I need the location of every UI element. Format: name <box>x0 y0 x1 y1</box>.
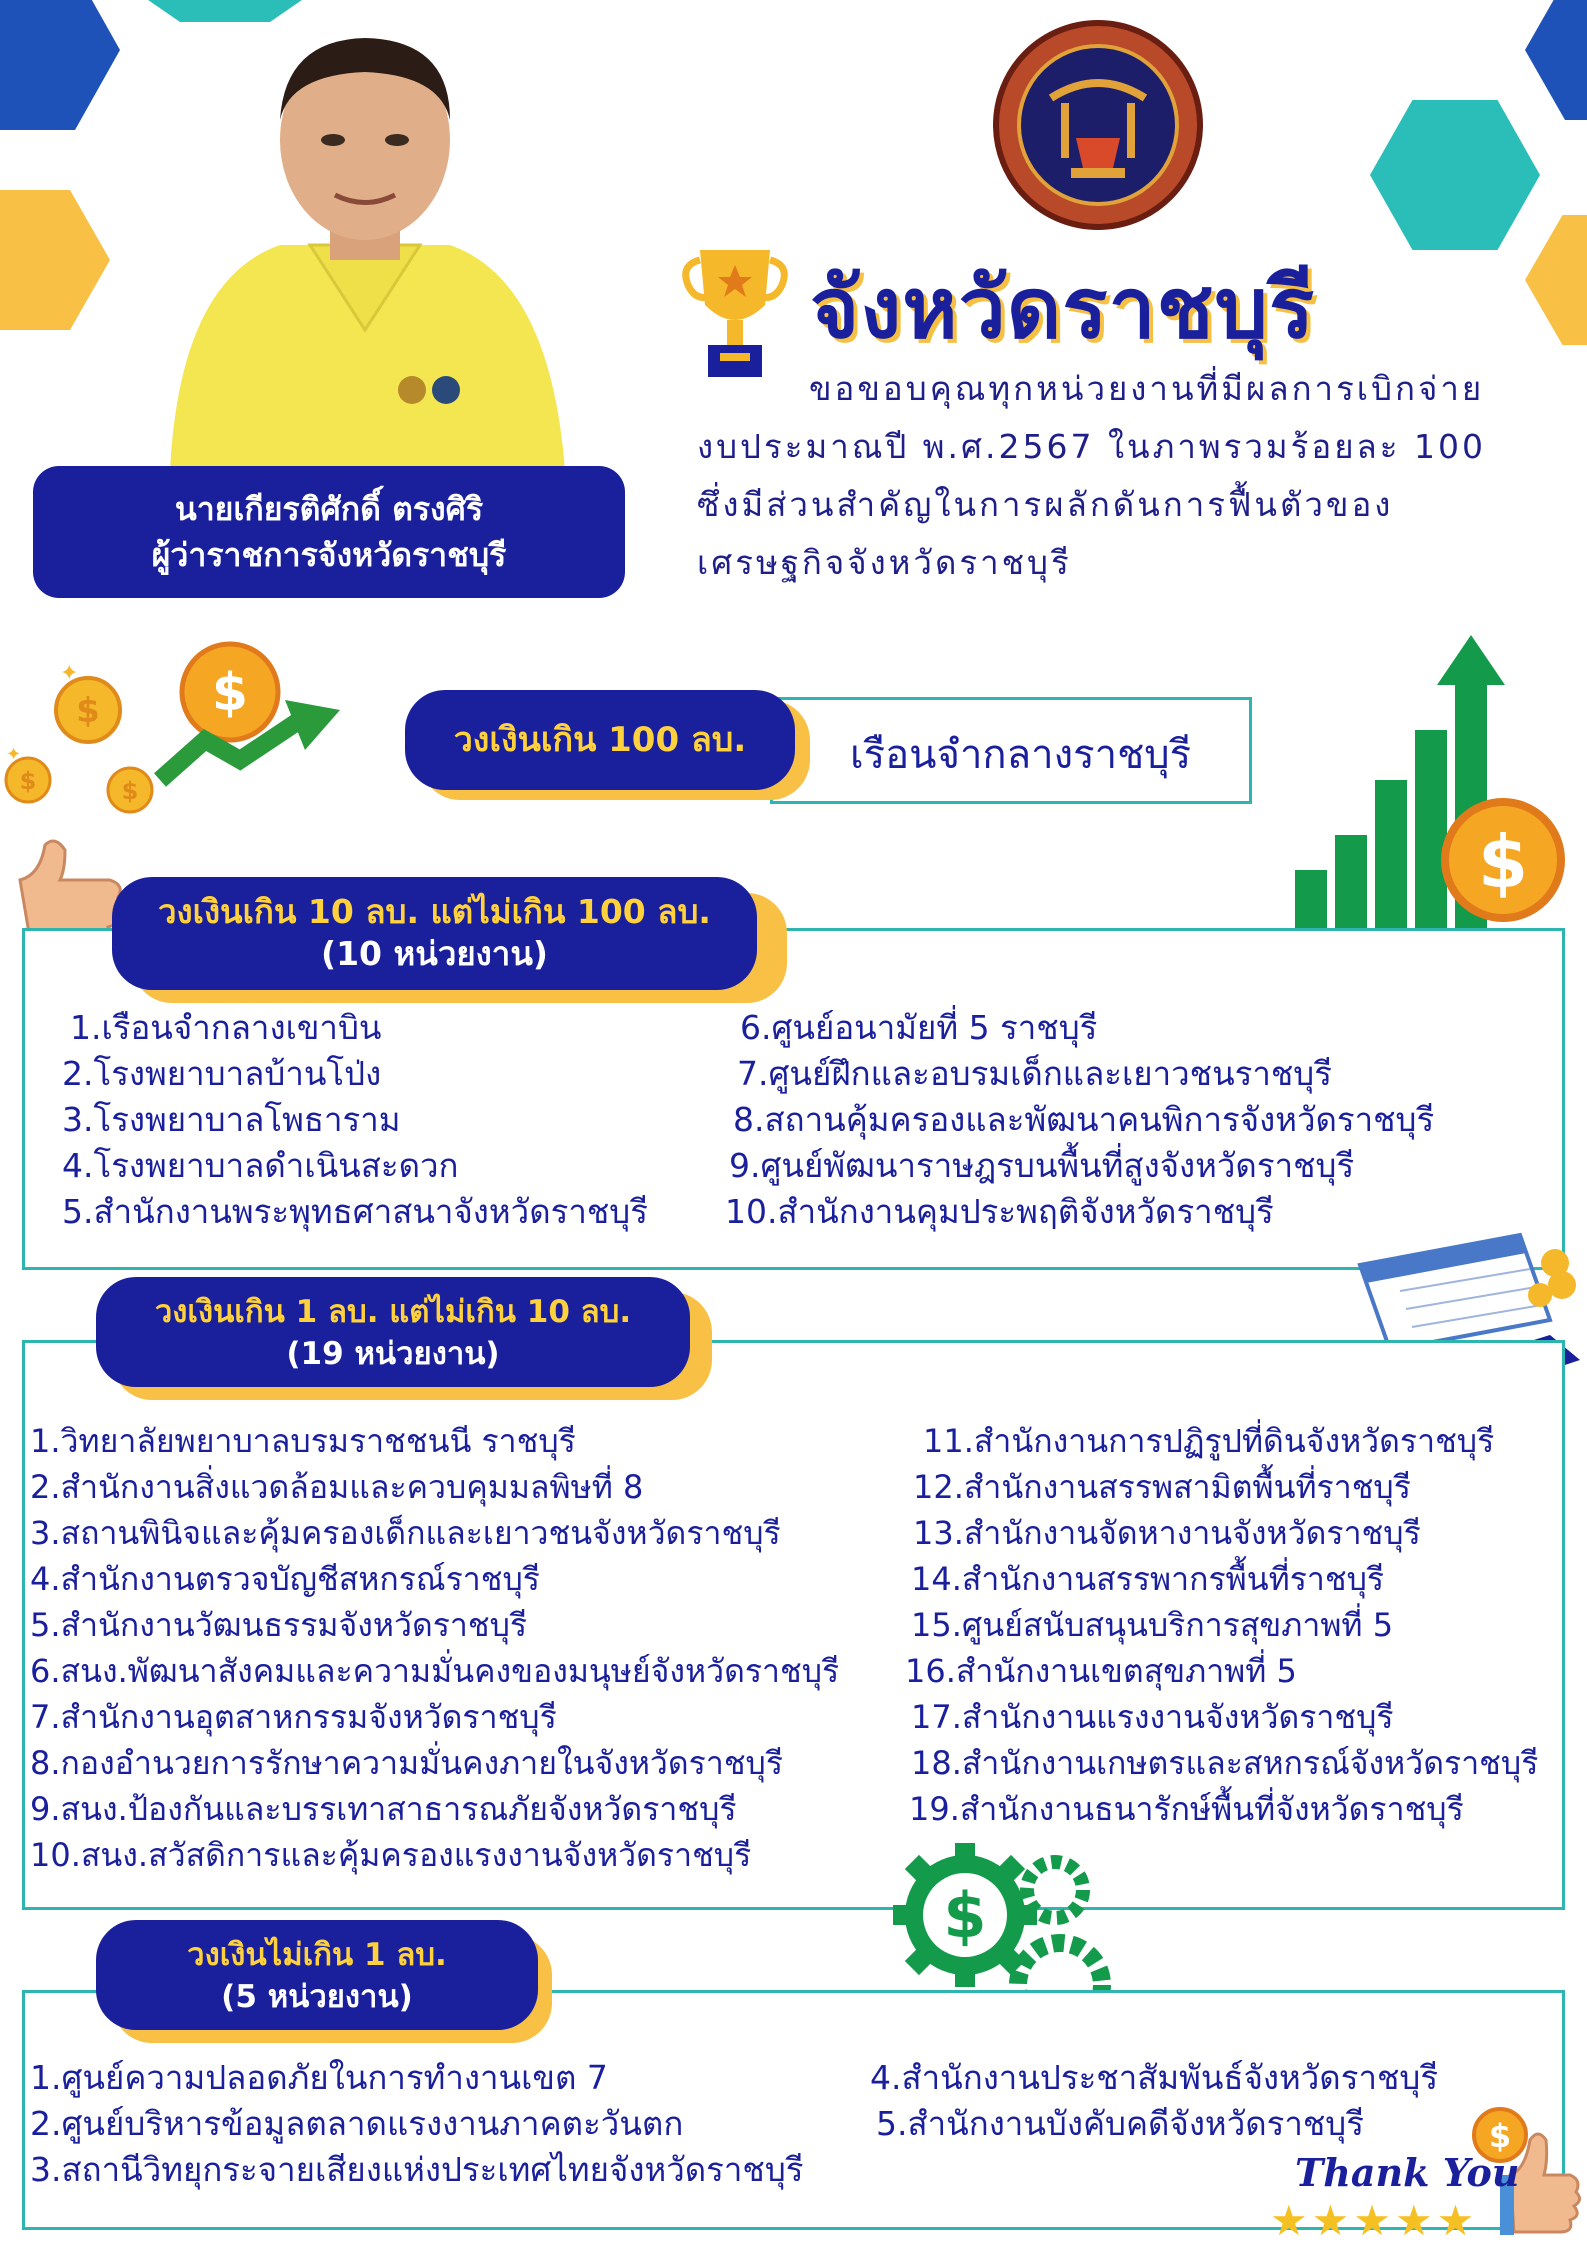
svg-text:$: $ <box>211 663 249 723</box>
hexagon-decoration <box>0 0 120 130</box>
thank-you-text: Thank You <box>1295 2150 1520 2195</box>
star-icon: ★★★★★ <box>1270 2196 1479 2245</box>
list-item: 8.สถานคุ้มครองและพัฒนาคนพิการจังหวัดราชบุรี <box>733 1100 1435 1139</box>
list-item: 4.โรงพยาบาลดำเนินสะดวก <box>62 1146 459 1185</box>
tier-over-100-unit: เรือนจำกลางราชบุรี <box>850 732 1192 778</box>
tier-under-1-count: (5 หน่วยงาน) <box>221 1979 413 2015</box>
governor-name: นายเกียรติศักดิ์ ตรงศิริ <box>174 490 484 528</box>
tier-10-100-list-right <box>725 1005 1434 1235</box>
svg-text:$: $ <box>943 1879 987 1952</box>
list-item: 2.ศูนย์บริหารข้อมูลตลาดแรงงานภาคตะวันตก <box>30 2104 684 2143</box>
hexagon-decoration <box>1525 215 1587 345</box>
list-item: 5.สำนักงานบังคับคดีจังหวัดราชบุรี <box>876 2104 1364 2143</box>
list-item: 3.สถานพินิจและคุ้มครองเด็กและเยาวชนจังหวัดราชบุรี <box>30 1514 781 1552</box>
list-item: 19.สำนักงานธนารักษ์พื้นที่จังหวัดราชบุรี <box>909 1790 1464 1828</box>
governor-photo <box>150 30 580 470</box>
tier-under-1-label-text: วงเงินไม่เกิน 1 ลบ. <box>187 1937 447 1973</box>
list-item: 18.สำนักงานเกษตรและสหกรณ์จังหวัดราชบุรี <box>911 1744 1539 1782</box>
list-item: 11.สำนักงานการปฏิรูปที่ดินจังหวัดราชบุรี <box>923 1422 1495 1460</box>
list-item: 16.สำนักงานเขตสุขภาพที่ 5 <box>905 1652 1297 1690</box>
tier-under-1-list-right <box>870 2055 1438 2147</box>
list-item: 1.ศูนย์ความปลอดภัยในการทำงานเขต 7 <box>30 2058 608 2097</box>
list-item: 10.สนง.สวัสดิการและคุ้มครองแรงงานจังหวัดราชบุรี <box>30 1836 752 1874</box>
coins-arrow-illustration <box>0 640 350 840</box>
hexagon-decoration <box>135 0 315 22</box>
svg-text:$: $ <box>1477 820 1529 904</box>
svg-text:$: $ <box>76 691 100 731</box>
list-item: 4.สำนักงานตรวจบัญชีสหกรณ์ราชบุรี <box>30 1560 540 1598</box>
governor-position: ผู้ว่าราชการจังหวัดราชบุรี <box>151 536 507 574</box>
list-item: 15.ศูนย์สนับสนุนบริการสุขภาพที่ 5 <box>911 1606 1394 1644</box>
tier-10-100-count: (10 หน่วยงาน) <box>321 934 548 973</box>
hexagon-decoration <box>1370 100 1540 250</box>
list-item: 6.ศูนย์อนามัยที่ 5 ราชบุรี <box>740 1008 1098 1047</box>
provincial-seal-icon <box>993 20 1203 230</box>
list-item: 6.สนง.พัฒนาสังคมและความมั่นคงของมนุษย์จังหวัดราชบุรี <box>30 1652 840 1690</box>
list-item: 8.กองอำนวยการรักษาความมั่นคงภายในจังหวัดราชบุรี <box>30 1744 784 1782</box>
svg-text:✦: ✦ <box>60 661 79 686</box>
tier-1-10-list-right <box>905 1418 1538 1832</box>
list-item: 2.สำนักงานสิ่งแวดล้อมและควบคุมมลพิษที่ 8 <box>30 1468 644 1506</box>
list-item: 17.สำนักงานแรงงานจังหวัดราชบุรี <box>911 1698 1394 1736</box>
list-item: 1.เรือนจำกลางเขาบิน <box>70 1008 382 1047</box>
list-item: 7.สำนักงานอุตสาหกรรมจังหวัดราชบุรี <box>30 1698 557 1736</box>
hexagon-decoration <box>0 190 110 330</box>
intro-text <box>697 360 1557 592</box>
list-item: 9.ศูนย์พัฒนาราษฎรบนพื้นที่สูงจังหวัดราชบุรี <box>729 1146 1355 1185</box>
tier-under-1-list-left <box>30 2055 804 2193</box>
tier-1-10-label <box>96 1277 690 1387</box>
tier-over-100-label-text: วงเงินเกิน 100 ลบ. <box>453 720 747 760</box>
tier-10-100-label-text: วงเงินเกิน 10 ลบ. แต่ไม่เกิน 100 ลบ. <box>158 892 711 931</box>
page-title: จังหวัดราชบุรี <box>810 259 1316 357</box>
intro-line: ขอขอบคุณทุกหน่วยงานที่มีผลการเบิกจ่าย <box>809 369 1485 408</box>
list-item: 13.สำนักงานจัดหางานจังหวัดราชบุรี <box>913 1514 1421 1552</box>
svg-text:$: $ <box>19 767 37 795</box>
list-item: 3.สถานีวิทยุกระจายเสียงแห่งประเทศไทยจังหวัดราชบุรี <box>30 2150 804 2189</box>
governor-name-badge <box>33 466 625 598</box>
bar-chart-icon <box>1285 625 1565 930</box>
intro-line: งบประมาณปี พ.ศ.2567 ในภาพรวมร้อยละ 100 <box>697 427 1486 466</box>
svg-text:$: $ <box>1488 2117 1512 2155</box>
tier-under-1-label <box>96 1920 538 2030</box>
hexagon-decoration <box>1525 0 1587 120</box>
list-item: 2.โรงพยาบาลบ้านโป่ง <box>62 1054 382 1093</box>
tier-10-100-list-left <box>62 1005 648 1235</box>
list-item: 4.สำนักงานประชาสัมพันธ์จังหวัดราชบุรี <box>870 2058 1439 2097</box>
tier-over-100-label <box>405 690 795 790</box>
tier-1-10-list-left <box>30 1418 839 1878</box>
intro-line: เศรษฐกิจจังหวัดราชบุรี <box>697 543 1072 582</box>
svg-text:$: $ <box>121 777 139 805</box>
intro-line: ซึ่งมีส่วนสำคัญในการผลักดันการฟื้นตัวของ <box>697 485 1394 524</box>
tier-1-10-count: (19 หน่วยงาน) <box>286 1336 500 1372</box>
tier-1-10-label-text: วงเงินเกิน 1 ลบ. แต่ไม่เกิน 10 ลบ. <box>154 1294 632 1330</box>
list-item: 3.โรงพยาบาลโพธาราม <box>62 1100 401 1139</box>
list-item: 9.สนง.ป้องกันและบรรเทาสาธารณภัยจังหวัดราชบุรี <box>30 1790 737 1828</box>
list-item: 1.วิทยาลัยพยาบาลบรมราชชนนี ราชบุรี <box>30 1422 576 1460</box>
list-item: 14.สำนักงานสรรพากรพื้นที่ราชบุรี <box>911 1560 1385 1598</box>
list-item: 10.สำนักงานคุมประพฤติจังหวัดราชบุรี <box>725 1192 1274 1231</box>
list-item: 5.สำนักงานพระพุทธศาสนาจังหวัดราชบุรี <box>62 1192 648 1231</box>
svg-text:✦: ✦ <box>6 744 22 765</box>
list-item: 12.สำนักงานสรรพสามิตพื้นที่ราชบุรี <box>913 1468 1411 1506</box>
tier-10-100-label <box>112 877 757 990</box>
list-item: 7.ศูนย์ฝึกและอบรมเด็กและเยาวชนราชบุรี <box>737 1054 1332 1093</box>
list-item: 5.สำนักงานวัฒนธรรมจังหวัดราชบุรี <box>30 1606 528 1644</box>
